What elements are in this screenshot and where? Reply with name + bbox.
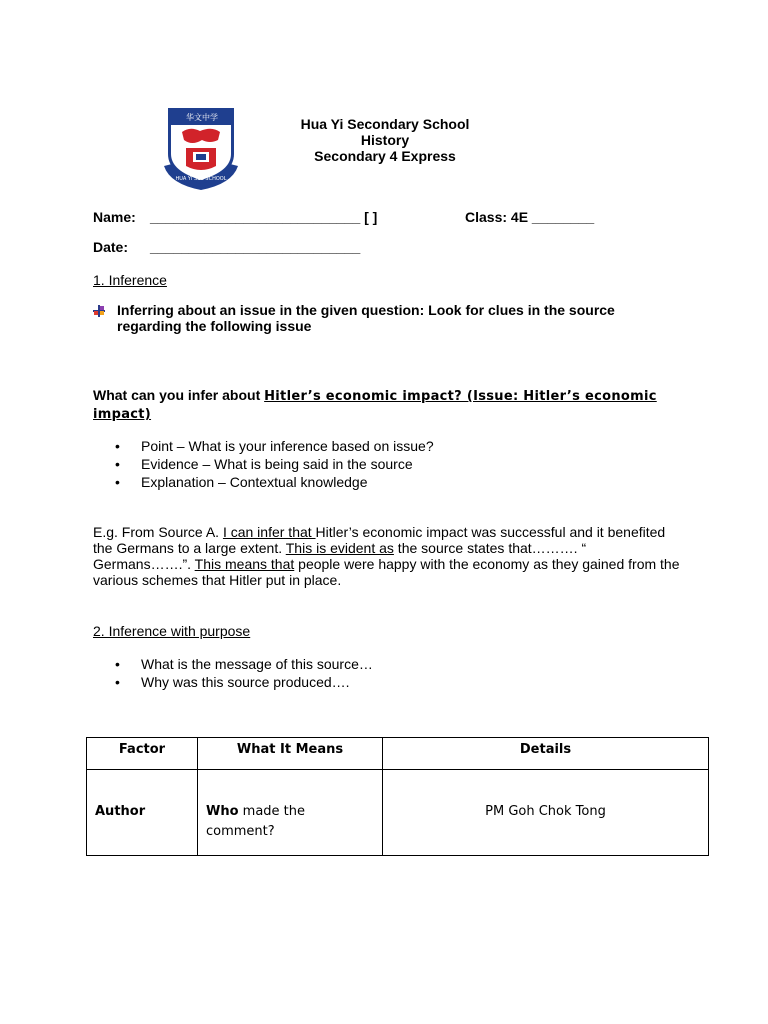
list-item: • Evidence – What is being said in the source (115, 455, 675, 473)
column-header-meaning: What It Means (198, 738, 383, 770)
list-item: • What is the message of this source… (115, 655, 675, 673)
question-issue: Hitler’s economic impact? (Issue: Hitler’s economic impact) (93, 389, 657, 422)
crest-bottom-lettering: HUA YI SEC SCHOOL (175, 176, 227, 182)
example-text-4: people were happy with the economy as they gained from the various schemes that Hitler put in place. (93, 556, 680, 588)
table-header-row (87, 738, 709, 770)
document-header (230, 116, 540, 164)
example-text-2: Hitler’s economic impact was successful and it benefited the Germans to a large extent. (93, 524, 666, 556)
column-header-factor: Factor (87, 738, 198, 770)
name-field-line[interactable]: ___________________________ [ ] (150, 209, 378, 225)
factor-table (86, 737, 709, 856)
class-level: Secondary 4 Express (314, 148, 456, 164)
purpose-bullet-list (115, 655, 675, 691)
class-field[interactable]: Class: 4E ________ (465, 209, 595, 225)
cell-meaning (198, 770, 383, 856)
meaning-bold: Who (206, 804, 239, 819)
inference-question (93, 387, 683, 423)
example-paragraph (93, 524, 683, 588)
column-header-details: Details (383, 738, 709, 770)
date-label: Date: (93, 239, 129, 255)
subject-name: History (360, 132, 410, 148)
list-item: • Why was this source produced…. (115, 673, 675, 691)
pee-bullet-list (115, 437, 675, 491)
list-item: • Point – What is your inference based on issue? (115, 437, 675, 455)
date-field-line[interactable]: ___________________________ (150, 239, 361, 255)
example-text-3: the source states that………. “ Germans…….”. (93, 540, 587, 572)
section-2-title: 2. Inference with purpose (93, 623, 251, 639)
crest-top-lettering: 华文中学 (186, 113, 218, 122)
table-row (87, 770, 709, 856)
name-label: Name: (93, 209, 136, 225)
section-1-title: 1. Inference (93, 272, 167, 288)
example-underline-3: This means that (194, 556, 295, 572)
list-item: • Explanation – Contextual knowledge (115, 473, 675, 491)
example-text-1: E.g. From Source A. (93, 524, 223, 540)
task-text: Inferring about an issue in the given question: Look for clues in the source regarding the following issue (117, 302, 615, 334)
example-underline-1: I can infer that (222, 524, 316, 540)
cell-details: PM Goh Chok Tong (383, 770, 709, 856)
school-name: Hua Yi Secondary School (300, 116, 470, 132)
question-prefix: What can you infer about (93, 387, 265, 403)
colored-cross-icon (93, 304, 105, 316)
task-instruction (93, 302, 683, 334)
cell-factor: Author (87, 770, 198, 856)
meaning-rest: made the comment? (206, 804, 306, 839)
example-underline-2: This is evident as (285, 540, 394, 556)
